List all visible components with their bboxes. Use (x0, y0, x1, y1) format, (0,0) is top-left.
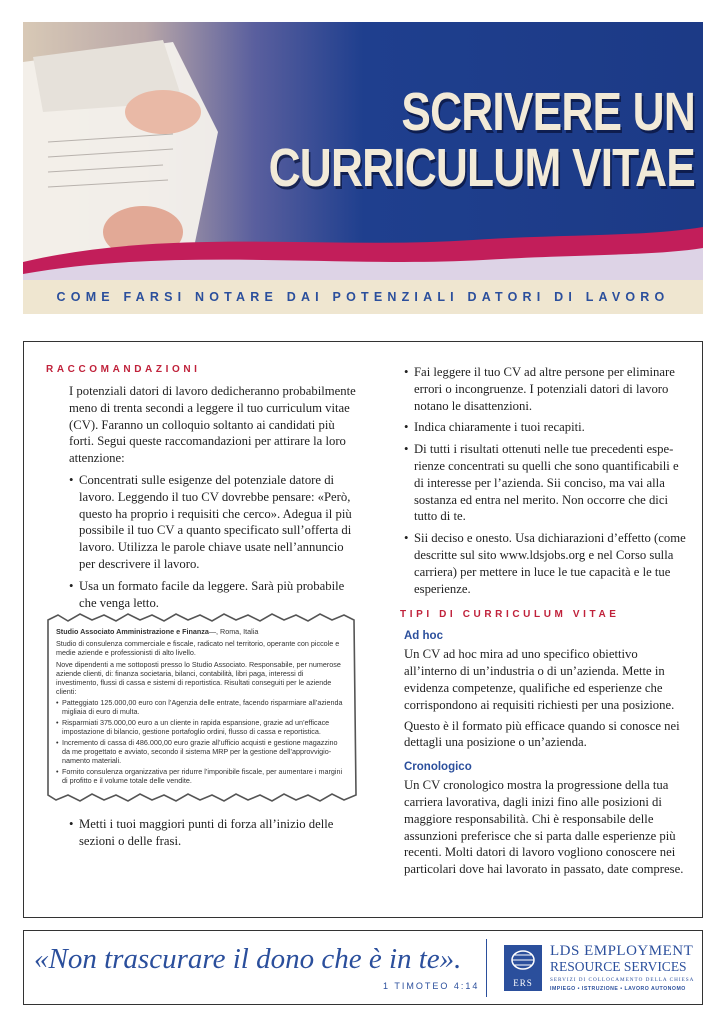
resume-item: • Risparmiati 375.000,00 euro a un cliente in rapida espansione, grazie ad un’efficace impostazione di bilancio, gestione portafoglio ordini, flusso di cassa e reportistica. (56, 718, 346, 736)
logo-line-3: SERVIZI DI COLLOCAMENTO DELLA CHIESA (550, 977, 695, 983)
list-item: • Sii deciso e onesto. Usa dichiarazioni d’effetto (come descritte sul sito www.ldsjobs.org e nel Corso sulla carriera) per mettere in luce le tue capacità e le tue esperienze. (404, 530, 686, 597)
footer (23, 930, 703, 1005)
hero-banner (23, 22, 703, 314)
logo-line-2: RESOURCE SERVICES (550, 959, 687, 974)
left-column (46, 364, 356, 611)
adhoc-heading: Ad hoc (404, 630, 443, 643)
adhoc-paragraph-1: Un CV ad hoc mira ad uno specifico obiettivo all’interno di un’industria o di un’azienda. Mette in evidenza competenze, qualifiche ed esperienze che corrispondono ai requisiti richiesti per una posizione. (404, 647, 675, 712)
scripture-quote: «Non trascurare il dono che è in te». (34, 943, 462, 975)
resume-item: • Incremento di cassa di 486.000,00 euro grazie all’ufficio acquisti e gestione magazzino da me progettato e avviato, secondo il sistema MRP per la gestione dell’approvvigionamento materiali. (56, 738, 346, 765)
scripture-citation: 1 TIMOTEO 4:14 (383, 981, 480, 991)
globe-icon (504, 945, 542, 991)
content-box (23, 341, 703, 918)
intro-paragraph: I potenziali datori di lavoro dedicheranno probabilmente meno di trenta secondi a leggere il tuo curriculum vitae (CV). Faranno un colloquio soltanto ai candidati più forti. Segui queste raccomandazioni per attirare la loro attenzione: (69, 384, 356, 466)
list-item: • Indica chiaramente i tuoi recapiti. (404, 419, 686, 436)
title-line-1: SCRIVERE UN (401, 82, 695, 142)
right-column (400, 364, 686, 878)
resume-sample (42, 610, 362, 805)
list-item: • Usa un formato facile da leggere. Sarà più probabile che venga letto. (69, 578, 356, 612)
resume-description: Studio di consulenza commerciale e fiscale, radicato nel territorio, operante con piccole e medie aziende e professionisti di alto livello. (56, 639, 340, 657)
resume-summary: Nove dipendenti a me sottoposti presso lo Studio Associato. Responsabile, per numerose aziende clienti, di: finanza societaria, bilanci, contabilità, libri paga, interessi di investimento, flussi di cassa e sistemi di reportistica. Risultati conseguiti per le aziende clienti: (56, 660, 341, 696)
resume-location: —, Roma, Italia (208, 627, 259, 636)
hero-subtitle: COME FARSI NOTARE DAI POTENZIALI DATORI DI LAVORO (23, 280, 703, 314)
list-item: • Concentrati sulle esigenze del potenziale datore di lavoro. Leggendo il tuo CV dovrebbe pensare: «Però, questo ha proprio i requisiti che cerco». Adegua il più possibile il tuo CV a quanto specificato sull’offerta di lavoro. Utilizza le parole chiave usate nell’annuncio per descrivere il lavoro. (69, 472, 356, 573)
list-item: • Metti i tuoi maggiori punti di forza all’inizio delle sezioni o delle frasi. (69, 816, 356, 850)
logo-line-4: IMPIEGO • ISTRUZIONE • LAVORO AUTONOMO (550, 986, 686, 992)
resume-item: • Fornito consulenza organizzativa per ridurre l’imponibile fiscale, per aumentare i margini di profitto e il volume totale delle vendite. (56, 767, 346, 785)
chronological-paragraph: Un CV cronologico mostra la progressione della tua carriera lavorativa, dagli inizi fino alle posizioni di maggiore responsabilità. Chi è responsabile delle assunzioni preferisce che si parta dalle esperienze più recenti. Molti datori di lavoro vogliono conoscere nei particolari dove hai lavorato in passato, date comprese. (404, 778, 684, 877)
list-item: • Di tutti i risultati ottenuti nelle tue precedenti esperienze concentrati su quelli che sono quantificabili e di interesse per l’azienda. Sii conciso, ma vai alla sostanza ed entra nel merito. Non occorre che dici tutto di te. (404, 441, 686, 525)
logo-line-1: LDS EMPLOYMENT (550, 943, 694, 959)
resume-item: • Patteggiato 125.000,00 euro con l’Agenzia delle entrate, facendo risparmiare all’azienda migliaia di euro di multa. (56, 698, 346, 716)
left-after-sample (69, 816, 356, 850)
adhoc-paragraph-2: Questo è il formato più efficace quando si conosce nei dettagli una posizione o un’azienda. (404, 718, 680, 750)
recommendations-list (69, 472, 356, 611)
resume-text (56, 627, 346, 785)
svg-text:ERS: ERS (513, 978, 533, 988)
divider (486, 939, 487, 997)
tips-list (404, 364, 686, 597)
list-item: • Fai leggere il tuo CV ad altre persone per eliminare errori o incongruenze. I potenziali datori di lavoro notano le disattenzioni. (404, 364, 686, 414)
hero-title (236, 84, 695, 196)
title-line-2: CURRICULUM VITAE (268, 138, 695, 198)
cv-types-heading: TIPI DI CURRICULUM VITAE (400, 609, 620, 621)
chronological-heading: Cronologico (404, 761, 472, 774)
ers-logo-icon (504, 945, 542, 991)
resume-company: Studio Associato Amministrazione e Finanza (56, 627, 209, 636)
recommendations-heading: RACCOMANDAZIONI (46, 364, 201, 375)
